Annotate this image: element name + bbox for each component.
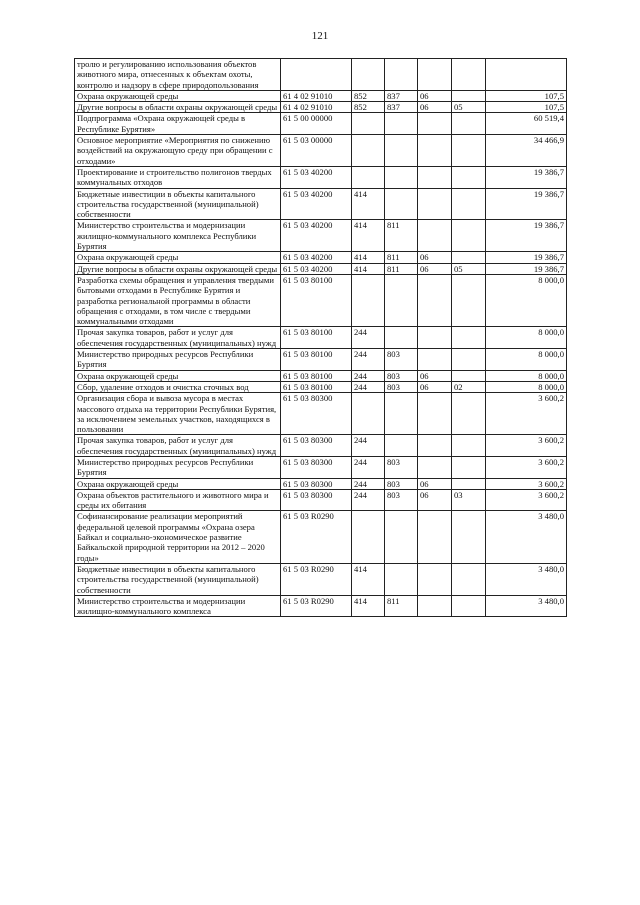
table-row (75, 393, 567, 435)
cell-name: Сбор, удаление отходов и очистка сточных вод (75, 381, 281, 392)
cell-name: Бюджетные инвестиции в объекты капитального строительства государственной (муниципальной) собственности (75, 188, 281, 220)
cell-target-article: 61 5 03 40200 (281, 166, 352, 188)
cell-administrator: 811 (385, 263, 418, 274)
cell-amount: 8 000,0 (486, 274, 567, 326)
cell-amount: 3 600,2 (486, 478, 567, 489)
cell-expense-type (352, 166, 385, 188)
cell-administrator: 811 (385, 595, 418, 617)
cell-administrator (385, 188, 418, 220)
cell-section (418, 274, 452, 326)
cell-amount (486, 59, 567, 91)
cell-expense-type: 414 (352, 595, 385, 617)
cell-target-article: 61 5 03 40200 (281, 252, 352, 263)
cell-expense-type (352, 274, 385, 326)
cell-section: 06 (418, 370, 452, 381)
cell-amount: 19 386,7 (486, 166, 567, 188)
cell-administrator: 837 (385, 102, 418, 113)
cell-expense-type (352, 511, 385, 563)
cell-section (418, 563, 452, 595)
table-row (75, 327, 567, 349)
cell-subsection (452, 393, 486, 435)
table-row (75, 166, 567, 188)
table-row (75, 478, 567, 489)
cell-subsection (452, 563, 486, 595)
cell-subsection (452, 435, 486, 457)
table-row (75, 59, 567, 91)
table-row (75, 435, 567, 457)
budget-table-body (75, 59, 567, 617)
cell-subsection (452, 135, 486, 167)
cell-name: Организация сбора и вывоза мусора в местах массового отдыха на территории Республики Бурятия, за исключением земельных участков, находящихся в пользовании (75, 393, 281, 435)
cell-target-article: 61 5 03 40200 (281, 220, 352, 252)
cell-amount: 3 600,2 (486, 435, 567, 457)
cell-target-article: 61 5 03 80100 (281, 327, 352, 349)
cell-section (418, 113, 452, 135)
cell-subsection (452, 478, 486, 489)
table-row (75, 113, 567, 135)
cell-subsection (452, 370, 486, 381)
cell-amount: 3 600,2 (486, 489, 567, 511)
cell-section (418, 135, 452, 167)
cell-name: Подпрограмма «Охрана окружающей среды в Республике Бурятия» (75, 113, 281, 135)
cell-name: Охрана окружающей среды (75, 478, 281, 489)
cell-section (418, 327, 452, 349)
cell-amount: 107,5 (486, 102, 567, 113)
table-row (75, 563, 567, 595)
cell-amount: 34 466,9 (486, 135, 567, 167)
cell-section: 06 (418, 90, 452, 101)
cell-section (418, 166, 452, 188)
table-row (75, 381, 567, 392)
cell-target-article: 61 5 03 80100 (281, 370, 352, 381)
cell-section (418, 59, 452, 91)
table-row (75, 595, 567, 617)
cell-amount: 19 386,7 (486, 252, 567, 263)
cell-target-article: 61 5 03 80300 (281, 489, 352, 511)
cell-administrator (385, 274, 418, 326)
cell-name: Прочая закупка товаров, работ и услуг для обеспечения государственных (муниципальных) нужд (75, 435, 281, 457)
cell-amount: 60 519,4 (486, 113, 567, 135)
cell-name: Другие вопросы в области охраны окружающей среды (75, 102, 281, 113)
cell-name: Министерство природных ресурсов Республики Бурятия (75, 349, 281, 371)
cell-name: Охрана окружающей среды (75, 370, 281, 381)
cell-name: Охрана окружающей среды (75, 90, 281, 101)
cell-amount: 3 600,2 (486, 456, 567, 478)
cell-name: Проектирование и строительство полигонов твердых коммунальных отходов (75, 166, 281, 188)
cell-target-article: 61 5 03 80100 (281, 381, 352, 392)
cell-section (418, 435, 452, 457)
cell-subsection: 02 (452, 381, 486, 392)
cell-name: Охрана окружающей среды (75, 252, 281, 263)
table-row (75, 188, 567, 220)
cell-expense-type: 244 (352, 370, 385, 381)
table-row (75, 274, 567, 326)
cell-section (418, 220, 452, 252)
cell-administrator (385, 563, 418, 595)
cell-target-article: 61 5 03 80100 (281, 349, 352, 371)
cell-subsection (452, 220, 486, 252)
cell-subsection (452, 166, 486, 188)
cell-amount: 3 480,0 (486, 511, 567, 563)
cell-subsection: 05 (452, 263, 486, 274)
cell-expense-type: 414 (352, 188, 385, 220)
cell-section: 06 (418, 381, 452, 392)
cell-section: 06 (418, 263, 452, 274)
cell-target-article: 61 5 03 80300 (281, 393, 352, 435)
table-row (75, 102, 567, 113)
table-row (75, 511, 567, 563)
cell-subsection (452, 327, 486, 349)
cell-administrator: 811 (385, 252, 418, 263)
cell-name: Другие вопросы в области охраны окружающей среды (75, 263, 281, 274)
cell-target-article: 61 4 02 91010 (281, 102, 352, 113)
cell-administrator (385, 113, 418, 135)
cell-target-article: 61 5 03 80300 (281, 478, 352, 489)
cell-name: Софинансирование реализации мероприятий федеральной целевой программы «Охрана озера Байкал и социально-экономическое развитие Байкальской природной территории на 2012 – 2020 годы» (75, 511, 281, 563)
cell-amount: 3 480,0 (486, 563, 567, 595)
cell-administrator (385, 511, 418, 563)
cell-name: Министерство природных ресурсов Республики Бурятия (75, 456, 281, 478)
cell-expense-type (352, 113, 385, 135)
table-row (75, 220, 567, 252)
cell-name: Основное мероприятие «Мероприятия по снижению воздействий на окружающую среду при обращении с отходами» (75, 135, 281, 167)
cell-administrator (385, 59, 418, 91)
table-row (75, 90, 567, 101)
table-row (75, 135, 567, 167)
cell-name: Министерство строительства и модернизации жилищно-коммунального комплекса (75, 595, 281, 617)
cell-subsection (452, 188, 486, 220)
cell-section (418, 188, 452, 220)
cell-target-article: 61 5 03 R0290 (281, 511, 352, 563)
cell-expense-type: 244 (352, 327, 385, 349)
cell-expense-type (352, 393, 385, 435)
cell-administrator: 803 (385, 370, 418, 381)
cell-administrator (385, 135, 418, 167)
cell-expense-type: 244 (352, 381, 385, 392)
cell-name: Разработка схемы обращения и управления твердыми бытовыми отходами в Республике Бурятия и разработка региональной программы в области обращения с отходами, в том числе с твердыми коммунальными отходами (75, 274, 281, 326)
cell-expense-type: 414 (352, 563, 385, 595)
cell-target-article: 61 5 03 40200 (281, 188, 352, 220)
cell-subsection (452, 456, 486, 478)
cell-amount: 107,5 (486, 90, 567, 101)
cell-amount: 19 386,7 (486, 188, 567, 220)
cell-section (418, 595, 452, 617)
cell-amount: 19 386,7 (486, 220, 567, 252)
cell-section: 06 (418, 489, 452, 511)
cell-expense-type: 244 (352, 435, 385, 457)
cell-expense-type: 852 (352, 102, 385, 113)
cell-administrator: 811 (385, 220, 418, 252)
cell-target-article: 61 5 03 00000 (281, 135, 352, 167)
cell-administrator: 803 (385, 456, 418, 478)
cell-target-article: 61 4 02 91010 (281, 90, 352, 101)
table-row (75, 456, 567, 478)
cell-subsection (452, 59, 486, 91)
cell-administrator (385, 166, 418, 188)
cell-target-article: 61 5 03 80300 (281, 456, 352, 478)
cell-section (418, 511, 452, 563)
cell-name: Бюджетные инвестиции в объекты капитального строительства государственной (муниципальной) собственности (75, 563, 281, 595)
cell-name: Министерство строительства и модернизации жилищно-коммунального комплекса Республики Бурятия (75, 220, 281, 252)
cell-amount: 8 000,0 (486, 381, 567, 392)
cell-administrator: 803 (385, 349, 418, 371)
cell-expense-type: 244 (352, 456, 385, 478)
cell-administrator (385, 327, 418, 349)
cell-expense-type: 414 (352, 220, 385, 252)
cell-target-article: 61 5 03 80300 (281, 435, 352, 457)
cell-subsection (452, 349, 486, 371)
page-number: 121 (311, 30, 329, 42)
cell-section (418, 393, 452, 435)
cell-subsection: 05 (452, 102, 486, 113)
cell-subsection (452, 274, 486, 326)
cell-subsection (452, 113, 486, 135)
table-row (75, 252, 567, 263)
cell-subsection: 03 (452, 489, 486, 511)
cell-expense-type: 244 (352, 478, 385, 489)
cell-administrator: 803 (385, 489, 418, 511)
cell-section (418, 349, 452, 371)
cell-name: Охрана объектов растительного и животного мира и среды их обитания (75, 489, 281, 511)
cell-amount: 3 600,2 (486, 393, 567, 435)
cell-administrator: 837 (385, 90, 418, 101)
cell-subsection (452, 90, 486, 101)
cell-target-article: 61 5 00 00000 (281, 113, 352, 135)
cell-amount: 8 000,0 (486, 327, 567, 349)
cell-expense-type: 852 (352, 90, 385, 101)
cell-expense-type (352, 135, 385, 167)
budget-table (74, 58, 567, 617)
cell-administrator (385, 435, 418, 457)
cell-subsection (452, 511, 486, 563)
cell-name: Прочая закупка товаров, работ и услуг для обеспечения государственных (муниципальных) нужд (75, 327, 281, 349)
table-row (75, 489, 567, 511)
cell-amount: 3 480,0 (486, 595, 567, 617)
cell-section: 06 (418, 102, 452, 113)
cell-administrator: 803 (385, 381, 418, 392)
cell-amount: 8 000,0 (486, 370, 567, 381)
cell-target-article (281, 59, 352, 91)
table-row (75, 263, 567, 274)
cell-section (418, 456, 452, 478)
cell-administrator (385, 393, 418, 435)
cell-name: тролю и регулированию использования объектов животного мира, отнесенных к объектам охоты, контролю и надзору в сфере природопользования (75, 59, 281, 91)
cell-expense-type: 244 (352, 489, 385, 511)
cell-target-article: 61 5 03 80100 (281, 274, 352, 326)
cell-amount: 19 386,7 (486, 263, 567, 274)
cell-subsection (452, 595, 486, 617)
cell-amount: 8 000,0 (486, 349, 567, 371)
cell-expense-type (352, 59, 385, 91)
cell-section: 06 (418, 478, 452, 489)
cell-target-article: 61 5 03 R0290 (281, 595, 352, 617)
cell-administrator: 803 (385, 478, 418, 489)
cell-expense-type: 244 (352, 349, 385, 371)
cell-target-article: 61 5 03 40200 (281, 263, 352, 274)
cell-section: 06 (418, 252, 452, 263)
cell-expense-type: 414 (352, 263, 385, 274)
cell-target-article: 61 5 03 R0290 (281, 563, 352, 595)
cell-subsection (452, 252, 486, 263)
cell-expense-type: 414 (352, 252, 385, 263)
table-row (75, 370, 567, 381)
table-row (75, 349, 567, 371)
